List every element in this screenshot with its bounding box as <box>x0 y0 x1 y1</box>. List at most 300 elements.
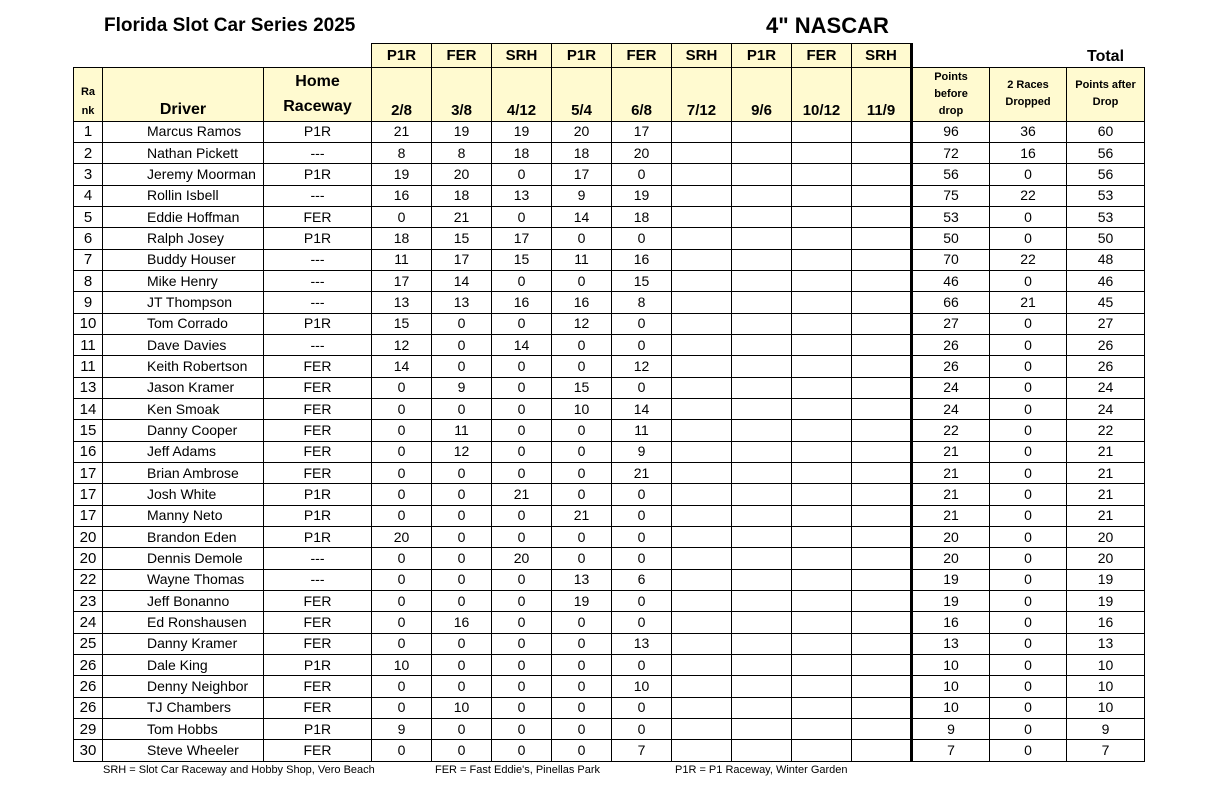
race-score-cell: 10 <box>552 398 612 419</box>
race-score-cell: 0 <box>372 591 432 612</box>
points-before-drop-cell: 16 <box>912 612 990 633</box>
race-score-cell <box>792 420 852 441</box>
race-score-cell: 20 <box>372 527 432 548</box>
race-score-cell <box>732 697 792 718</box>
race-score-cell <box>852 249 912 270</box>
race-score-cell: 17 <box>552 164 612 185</box>
race-score-cell <box>672 249 732 270</box>
home-raceway-cell: P1R <box>264 121 372 142</box>
race-score-cell <box>672 527 732 548</box>
race-score-cell: 0 <box>552 270 612 291</box>
driver-cell: Keith Robertson <box>103 356 264 377</box>
column-header-row <box>74 67 1145 121</box>
points-after-drop-cell: 21 <box>1067 463 1145 484</box>
races-dropped-cell: 0 <box>990 420 1067 441</box>
race-score-cell: 0 <box>372 398 432 419</box>
home-raceway-cell: --- <box>264 185 372 206</box>
venue-header: P1R <box>372 44 432 68</box>
points-before-drop-cell: 24 <box>912 398 990 419</box>
rank-cell: 26 <box>74 676 103 697</box>
race-score-cell <box>852 228 912 249</box>
race-score-cell: 14 <box>492 334 552 355</box>
rank-cell: 14 <box>74 398 103 419</box>
points-before-drop-cell: 66 <box>912 292 990 313</box>
venue-header: SRH <box>672 44 732 68</box>
race-score-cell: 0 <box>612 313 672 334</box>
race-score-cell <box>792 527 852 548</box>
home-raceway-cell: FER <box>264 398 372 419</box>
table-row <box>74 185 1145 206</box>
race-score-cell <box>732 740 792 761</box>
race-score-cell <box>672 121 732 142</box>
race-score-cell <box>732 591 792 612</box>
race-score-cell: 0 <box>492 719 552 740</box>
home-raceway-cell: FER <box>264 591 372 612</box>
race-score-cell: 15 <box>612 270 672 291</box>
race-score-cell: 0 <box>432 676 492 697</box>
race-score-cell <box>672 270 732 291</box>
table-row <box>74 463 1145 484</box>
driver-cell: Nathan Pickett <box>103 142 264 163</box>
race-score-cell: 17 <box>372 270 432 291</box>
race-score-cell <box>852 441 912 462</box>
table-row <box>74 270 1145 291</box>
legend-fer: FER = Fast Eddie's, Pinellas Park <box>435 764 601 776</box>
date-header: 3/8 <box>432 67 492 121</box>
races-dropped-cell: 0 <box>990 206 1067 227</box>
race-score-cell: 0 <box>612 655 672 676</box>
race-score-cell <box>852 655 912 676</box>
home-raceway-cell: P1R <box>264 655 372 676</box>
rank-cell: 25 <box>74 633 103 654</box>
driver-cell: Eddie Hoffman <box>103 206 264 227</box>
home-raceway-cell: FER <box>264 377 372 398</box>
race-score-cell: 0 <box>432 334 492 355</box>
races-dropped-cell: 0 <box>990 463 1067 484</box>
driver-cell: TJ Chambers <box>103 697 264 718</box>
total-label: Total <box>1086 47 1125 65</box>
races-dropped-cell: 16 <box>990 142 1067 163</box>
race-score-cell: 17 <box>432 249 492 270</box>
driver-cell: Wayne Thomas <box>103 569 264 590</box>
driver-cell: Danny Kramer <box>103 633 264 654</box>
table-row <box>74 527 1145 548</box>
driver-cell: Steve Wheeler <box>103 740 264 761</box>
race-score-cell: 0 <box>552 420 612 441</box>
legend-p1r: P1R = P1 Raceway, Winter Garden <box>675 764 848 776</box>
points-after-drop-cell: 26 <box>1067 356 1145 377</box>
points-after-drop-cell: 10 <box>1067 655 1145 676</box>
race-score-cell: 0 <box>492 633 552 654</box>
points-before-drop-cell: 46 <box>912 270 990 291</box>
races-dropped-cell: 0 <box>990 719 1067 740</box>
race-score-cell: 0 <box>372 633 432 654</box>
races-dropped-cell: 0 <box>990 505 1067 526</box>
race-score-cell: 11 <box>612 420 672 441</box>
race-score-cell: 0 <box>552 633 612 654</box>
race-score-cell: 16 <box>492 292 552 313</box>
race-score-cell: 18 <box>372 228 432 249</box>
race-score-cell: 0 <box>492 270 552 291</box>
points-before-drop-cell: 20 <box>912 548 990 569</box>
race-score-cell: 0 <box>432 527 492 548</box>
driver-cell: Danny Cooper <box>103 420 264 441</box>
home-raceway-cell: P1R <box>264 719 372 740</box>
race-score-cell: 12 <box>552 313 612 334</box>
race-score-cell: 21 <box>552 505 612 526</box>
table-row <box>74 313 1145 334</box>
driver-cell: Jeff Bonanno <box>103 591 264 612</box>
race-score-cell: 0 <box>432 463 492 484</box>
driver-cell: Brian Ambrose <box>103 463 264 484</box>
race-score-cell: 0 <box>372 569 432 590</box>
race-score-cell <box>852 377 912 398</box>
rank-cell: 7 <box>74 249 103 270</box>
race-score-cell: 0 <box>552 463 612 484</box>
race-score-cell: 17 <box>492 228 552 249</box>
race-score-cell <box>732 569 792 590</box>
points-before-drop-cell: 21 <box>912 505 990 526</box>
race-score-cell: 0 <box>492 740 552 761</box>
table-row <box>74 249 1145 270</box>
venue-header: P1R <box>732 44 792 68</box>
race-score-cell: 16 <box>552 292 612 313</box>
points-before-drop-cell: 75 <box>912 185 990 206</box>
race-score-cell: 0 <box>492 164 552 185</box>
points-after-drop-cell: 26 <box>1067 334 1145 355</box>
race-score-cell <box>792 270 852 291</box>
driver-cell: Tom Corrado <box>103 313 264 334</box>
race-score-cell: 8 <box>612 292 672 313</box>
points-before-drop-cell: 19 <box>912 569 990 590</box>
points-before-drop-cell: 13 <box>912 633 990 654</box>
races-dropped-cell: 0 <box>990 548 1067 569</box>
race-score-cell: 7 <box>612 740 672 761</box>
races-dropped-cell: 0 <box>990 591 1067 612</box>
race-score-cell: 0 <box>432 484 492 505</box>
home-raceway-cell: FER <box>264 697 372 718</box>
race-score-cell: 0 <box>552 655 612 676</box>
race-score-cell: 0 <box>492 206 552 227</box>
driver-cell: Josh White <box>103 484 264 505</box>
race-score-cell <box>792 206 852 227</box>
home-raceway-cell: FER <box>264 740 372 761</box>
points-before-drop-cell: 19 <box>912 591 990 612</box>
race-score-cell: 0 <box>492 420 552 441</box>
race-score-cell: 0 <box>552 740 612 761</box>
date-header: 2/8 <box>372 67 432 121</box>
points-before-drop-header: Points before drop <box>912 67 990 121</box>
table-row <box>74 612 1145 633</box>
race-score-cell: 0 <box>372 441 432 462</box>
race-score-cell <box>852 313 912 334</box>
points-after-drop-cell: 20 <box>1067 548 1145 569</box>
race-score-cell <box>672 142 732 163</box>
points-before-drop-cell: 72 <box>912 142 990 163</box>
races-dropped-cell: 22 <box>990 249 1067 270</box>
race-score-cell <box>792 398 852 419</box>
race-score-cell: 12 <box>612 356 672 377</box>
race-score-cell: 0 <box>492 676 552 697</box>
race-score-cell: 16 <box>432 612 492 633</box>
points-after-drop-cell: 16 <box>1067 612 1145 633</box>
driver-cell: Mike Henry <box>103 270 264 291</box>
table-row <box>74 484 1145 505</box>
race-score-cell: 0 <box>492 527 552 548</box>
race-score-cell: 0 <box>552 676 612 697</box>
home-raceway-cell: FER <box>264 420 372 441</box>
race-score-cell <box>672 206 732 227</box>
rank-cell: 5 <box>74 206 103 227</box>
race-score-cell <box>672 313 732 334</box>
race-score-cell: 10 <box>612 676 672 697</box>
race-score-cell: 14 <box>612 398 672 419</box>
points-after-drop-cell: 45 <box>1067 292 1145 313</box>
race-score-cell: 0 <box>612 591 672 612</box>
race-score-cell <box>732 292 792 313</box>
points-after-drop-cell: 7 <box>1067 740 1145 761</box>
race-score-cell: 0 <box>492 655 552 676</box>
table-row <box>74 206 1145 227</box>
race-score-cell <box>792 719 852 740</box>
race-score-cell: 18 <box>432 185 492 206</box>
race-score-cell: 0 <box>552 719 612 740</box>
rank-cell: 26 <box>74 655 103 676</box>
race-score-cell <box>672 612 732 633</box>
rank-header: Ra nk <box>74 67 103 121</box>
race-score-cell <box>732 655 792 676</box>
legend-srh: SRH = Slot Car Raceway and Hobby Shop, Vero Beach <box>103 764 375 776</box>
race-score-cell <box>792 548 852 569</box>
race-score-cell: 0 <box>492 697 552 718</box>
race-score-cell: 0 <box>432 719 492 740</box>
race-score-cell <box>672 420 732 441</box>
race-score-cell <box>792 505 852 526</box>
points-before-drop-cell: 26 <box>912 334 990 355</box>
race-score-cell: 14 <box>432 270 492 291</box>
race-score-cell <box>792 377 852 398</box>
race-score-cell <box>792 612 852 633</box>
rank-cell: 17 <box>74 505 103 526</box>
race-score-cell <box>672 484 732 505</box>
driver-cell: Jason Kramer <box>103 377 264 398</box>
race-score-cell <box>732 527 792 548</box>
race-score-cell: 0 <box>372 206 432 227</box>
points-after-drop-cell: 46 <box>1067 270 1145 291</box>
race-score-cell <box>852 463 912 484</box>
points-after-drop-cell: 24 <box>1067 377 1145 398</box>
race-score-cell: 0 <box>372 612 432 633</box>
race-score-cell <box>792 676 852 697</box>
race-score-cell <box>792 740 852 761</box>
points-after-drop-cell: 10 <box>1067 697 1145 718</box>
rank-cell: 4 <box>74 185 103 206</box>
race-score-cell <box>672 569 732 590</box>
date-header: 10/12 <box>792 67 852 121</box>
table-row <box>74 548 1145 569</box>
race-score-cell <box>792 228 852 249</box>
races-dropped-cell: 0 <box>990 612 1067 633</box>
race-score-cell <box>852 591 912 612</box>
race-score-cell: 19 <box>372 164 432 185</box>
race-score-cell: 0 <box>492 463 552 484</box>
race-score-cell <box>792 142 852 163</box>
table-row <box>74 121 1145 142</box>
race-score-cell: 0 <box>612 548 672 569</box>
race-score-cell: 0 <box>552 484 612 505</box>
race-score-cell <box>732 505 792 526</box>
races-dropped-cell: 22 <box>990 185 1067 206</box>
races-dropped-cell: 0 <box>990 356 1067 377</box>
home-raceway-cell: --- <box>264 569 372 590</box>
points-after-drop-cell: 21 <box>1067 505 1145 526</box>
points-before-drop-cell: 22 <box>912 420 990 441</box>
home-raceway-cell: FER <box>264 441 372 462</box>
race-score-cell <box>732 420 792 441</box>
race-score-cell <box>852 164 912 185</box>
race-score-cell: 13 <box>612 633 672 654</box>
race-score-cell: 6 <box>612 569 672 590</box>
table-row <box>74 377 1145 398</box>
driver-cell: Ralph Josey <box>103 228 264 249</box>
race-score-cell <box>672 185 732 206</box>
table-row <box>74 292 1145 313</box>
race-score-cell: 0 <box>612 228 672 249</box>
points-before-drop-cell: 26 <box>912 356 990 377</box>
race-score-cell: 20 <box>492 548 552 569</box>
races-dropped-cell: 0 <box>990 377 1067 398</box>
race-score-cell <box>792 249 852 270</box>
race-score-cell <box>792 356 852 377</box>
home-raceway-cell: P1R <box>264 505 372 526</box>
standings-table <box>73 43 1145 762</box>
race-score-cell <box>792 313 852 334</box>
race-score-cell <box>852 420 912 441</box>
race-score-cell <box>792 164 852 185</box>
class-title: 4" NASCAR <box>766 13 889 38</box>
home-raceway-cell: --- <box>264 270 372 291</box>
race-score-cell <box>792 484 852 505</box>
race-score-cell <box>672 377 732 398</box>
table-row <box>74 441 1145 462</box>
race-score-cell: 0 <box>372 505 432 526</box>
rank-cell: 24 <box>74 612 103 633</box>
race-score-cell: 21 <box>492 484 552 505</box>
points-after-drop-cell: 56 <box>1067 164 1145 185</box>
table-row <box>74 164 1145 185</box>
race-score-cell <box>732 185 792 206</box>
race-score-cell <box>672 334 732 355</box>
race-score-cell: 9 <box>612 441 672 462</box>
rank-cell: 8 <box>74 270 103 291</box>
race-score-cell <box>732 676 792 697</box>
race-score-cell: 19 <box>612 185 672 206</box>
race-score-cell <box>732 463 792 484</box>
race-score-cell: 13 <box>552 569 612 590</box>
race-score-cell: 0 <box>432 633 492 654</box>
venue-header: FER <box>612 44 672 68</box>
home-raceway-cell: P1R <box>264 228 372 249</box>
race-score-cell: 0 <box>552 228 612 249</box>
race-score-cell <box>732 270 792 291</box>
rank-cell: 6 <box>74 228 103 249</box>
race-score-cell <box>852 292 912 313</box>
home-raceway-cell: FER <box>264 612 372 633</box>
race-score-cell: 19 <box>492 121 552 142</box>
race-score-cell <box>792 569 852 590</box>
points-before-drop-cell: 21 <box>912 441 990 462</box>
rank-cell: 11 <box>74 356 103 377</box>
race-score-cell: 10 <box>432 697 492 718</box>
table-row <box>74 398 1145 419</box>
race-score-cell <box>852 633 912 654</box>
table-row <box>74 676 1145 697</box>
race-score-cell: 0 <box>552 527 612 548</box>
points-before-drop-cell: 70 <box>912 249 990 270</box>
rank-cell: 3 <box>74 164 103 185</box>
points-after-drop-cell: 10 <box>1067 676 1145 697</box>
race-score-cell: 0 <box>492 569 552 590</box>
table-row <box>74 697 1145 718</box>
race-score-cell <box>672 356 732 377</box>
race-score-cell: 0 <box>552 697 612 718</box>
race-score-cell <box>792 655 852 676</box>
race-score-cell: 19 <box>552 591 612 612</box>
rank-cell: 17 <box>74 463 103 484</box>
race-score-cell: 0 <box>492 441 552 462</box>
race-score-cell <box>792 121 852 142</box>
points-after-drop-cell: 20 <box>1067 527 1145 548</box>
table-row <box>74 228 1145 249</box>
race-score-cell <box>852 398 912 419</box>
race-score-cell <box>732 719 792 740</box>
race-score-cell: 0 <box>372 463 432 484</box>
points-after-drop-cell: 56 <box>1067 142 1145 163</box>
driver-cell: JT Thompson <box>103 292 264 313</box>
race-score-cell: 15 <box>492 249 552 270</box>
rank-cell: 10 <box>74 313 103 334</box>
race-score-cell: 12 <box>372 334 432 355</box>
race-score-cell <box>852 206 912 227</box>
points-after-drop-cell: 9 <box>1067 719 1145 740</box>
points-before-drop-cell: 9 <box>912 719 990 740</box>
driver-cell: Jeff Adams <box>103 441 264 462</box>
race-score-cell: 8 <box>432 142 492 163</box>
race-score-cell <box>852 697 912 718</box>
race-score-cell <box>672 633 732 654</box>
points-before-drop-cell: 50 <box>912 228 990 249</box>
table-row <box>74 142 1145 163</box>
races-dropped-cell: 0 <box>990 398 1067 419</box>
race-score-cell: 0 <box>612 377 672 398</box>
race-score-cell <box>852 142 912 163</box>
race-score-cell: 20 <box>432 164 492 185</box>
home-raceway-cell: P1R <box>264 313 372 334</box>
race-score-cell: 0 <box>432 505 492 526</box>
rank-cell: 9 <box>74 292 103 313</box>
race-score-cell <box>732 228 792 249</box>
race-score-cell: 0 <box>612 719 672 740</box>
home-raceway-cell: --- <box>264 334 372 355</box>
race-score-cell: 0 <box>372 420 432 441</box>
race-score-cell: 0 <box>432 569 492 590</box>
race-score-cell <box>732 441 792 462</box>
race-score-cell: 11 <box>372 249 432 270</box>
race-score-cell: 0 <box>372 697 432 718</box>
points-after-drop-cell: 50 <box>1067 228 1145 249</box>
rank-cell: 29 <box>74 719 103 740</box>
race-score-cell <box>672 441 732 462</box>
